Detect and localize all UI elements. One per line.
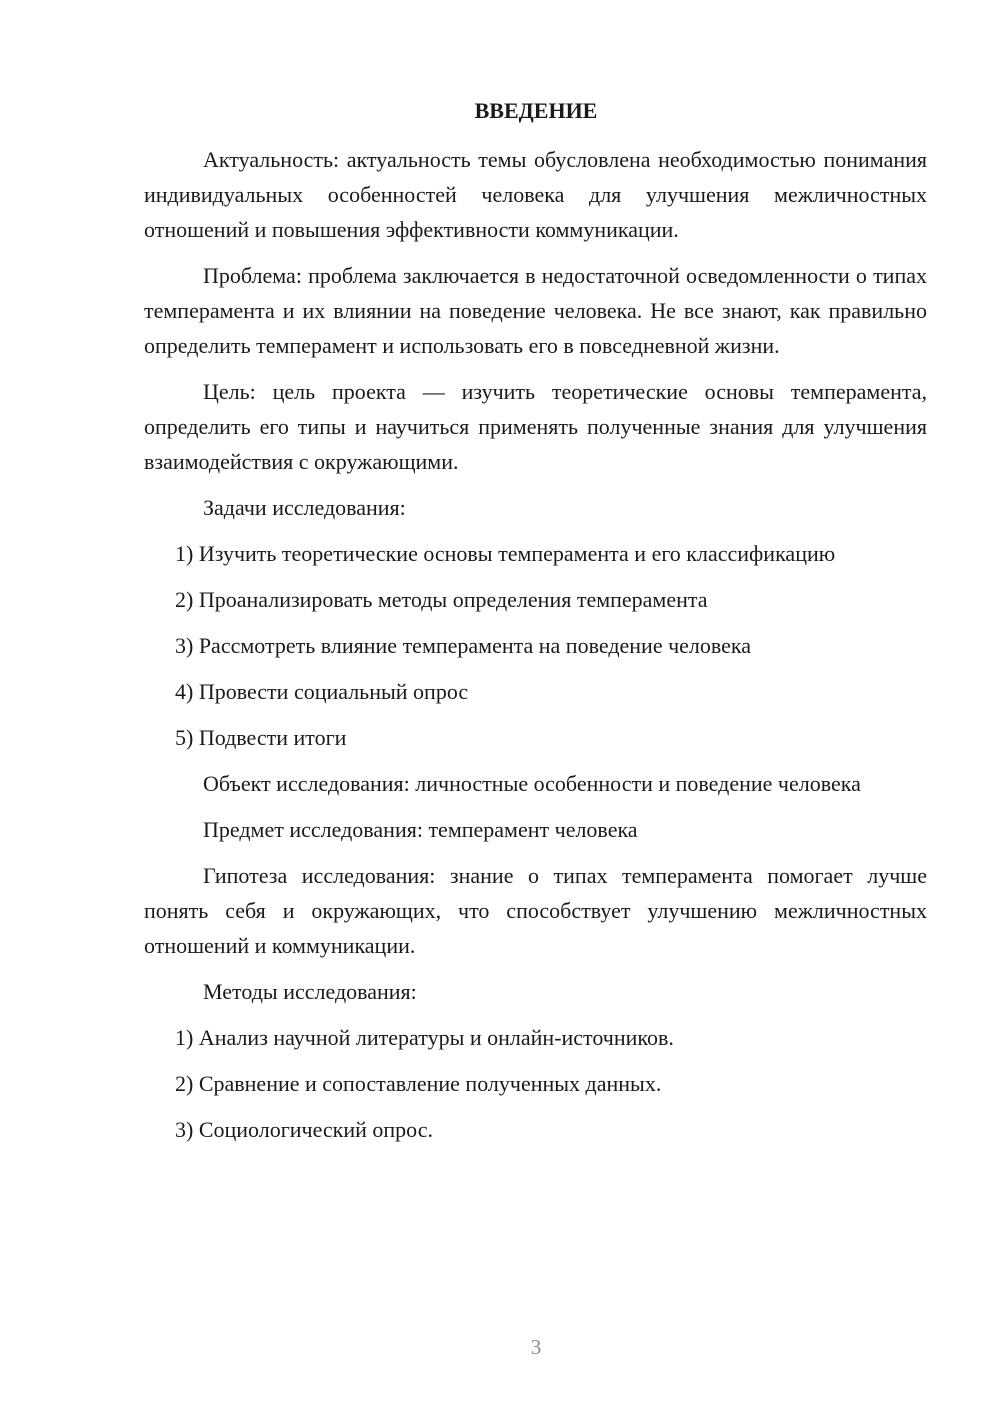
hypothesis-paragraph: Гипотеза исследования: знание о типах темперамента помогает лучше понять себя и окружающих, что способствует улучшению межличностных отношений и коммуникации. — [144, 863, 927, 958]
list-item: 1) Анализ научной литературы и онлайн-источников. — [175, 1025, 674, 1050]
list-item: 5) Подвести итоги — [175, 725, 347, 750]
list-item: 2) Сравнение и сопоставление полученных данных. — [175, 1071, 662, 1096]
subject-paragraph: Предмет исследования: темперамент человека — [203, 817, 638, 842]
document-body — [144, 142, 927, 1158]
goal-paragraph: Цель: цель проекта — изучить теоретические основы темперамента, определить его типы и научиться применять полученные знания для улучшения взаимодействия с окружающими. — [144, 379, 927, 474]
methods-list — [144, 1020, 927, 1147]
list-item: 4) Провести социальный опрос — [175, 679, 469, 704]
tasks-list — [144, 536, 927, 755]
list-item: 3) Социологический опрос. — [175, 1117, 433, 1142]
page-title: ВВЕДЕНИЕ — [474, 98, 598, 123]
list-item: 1) Изучить теоретические основы темперамента и его классификацию — [175, 541, 836, 566]
list-item: 2) Проанализировать методы определения темперамента — [175, 587, 708, 612]
list-item: 3) Рассмотреть влияние темперамента на поведение человека — [175, 633, 752, 658]
relevance-paragraph: Актуальность: актуальность темы обусловлена необходимостью понимания индивидуальных особенностей человека для улучшения межличностных отношений и повышения эффективности коммуникации. — [144, 147, 927, 242]
methods-title: Методы исследования: — [203, 979, 417, 1004]
object-paragraph: Объект исследования: личностные особенности и поведение человека — [203, 771, 861, 796]
tasks-title: Задачи исследования: — [203, 495, 406, 520]
page-number: 3 — [530, 1335, 542, 1359]
problem-paragraph: Проблема: проблема заключается в недостаточной осведомленности о типах темперамента и их влиянии на поведение человека. Не все знают, как правильно определить темперамент и использовать его в повседневной жизни. — [144, 263, 927, 358]
